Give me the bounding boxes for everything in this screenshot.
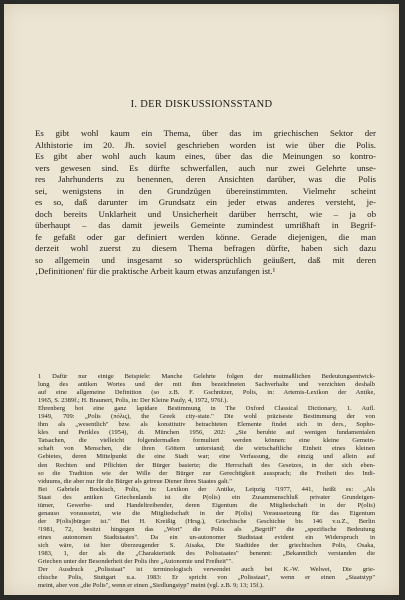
footnote-line: ihm als „wesentlich" bzw. als konstitutiv betrachteten Elemente findet sich in ders., Sopho- — [38, 421, 375, 429]
footnote-line: Tatsachen, die vielleicht folgendermaßen formuliert werden können: eine kleine Gemein- — [38, 437, 375, 445]
footnotes — [38, 373, 375, 590]
footnote-line: auf eine allgemeine Definition (so z.B. F. Gschnitzer, Polis, in: Artemis-Lexikon der Antike, — [38, 389, 375, 397]
footnote-line: kles und Perikles (1954), dt. München 1956, 202: „Sie beruhte auf wenigen fundamentalen — [38, 429, 375, 437]
footnote-line: Ehrenberg bot eine ganz lapidare Bestimmung in The Oxford Classical Dictionary, 1. Aufl. — [38, 405, 375, 413]
footnote-line: Gebietes, deren Mittelpunkt die eine Stadt war; eine Verfassung, die einzig und allein auf — [38, 453, 375, 461]
main-paragraph — [35, 128, 376, 278]
footnote-line: meint, aber von „die Polis", wenn er einen „Siedlungstyp" meint (vgl. z.B. 9; 13; 15f.). — [38, 582, 264, 590]
footnote-line: 1965, S. 2389f.; H. Braunert, Polis, in: Der Kleine Pauly, 4, 1972, 976f.). — [38, 397, 229, 405]
footnote-line: sich wäre, ist hier überzeugender S. Aisaka, Die Stadtidee der griechischen Polis, Osaka, — [38, 541, 375, 549]
footnote-line: tümer, Gewerbe- und Handeltreibender, deren Eigentum die Mitgliedschaft in der P(olis) — [38, 501, 375, 509]
footnote-line: 1949, 709: „Polis (πόλις), the Greek city-state." Die wohl präziseste Bestimmung der von — [38, 413, 375, 421]
footnote-line: 1983, 1, der als die „Charakteristik des Polisstaates" benennt: „Bekanntlich verstanden die — [38, 550, 375, 558]
paragraph-line: derzeit wohl zuerst zu diesem Thema befragen dürfte, haben sich dazu — [35, 243, 376, 253]
paragraph-line: fe gefaßt oder gar definiert werden könne. Gerade diejenigen, die man — [35, 231, 376, 242]
footnote-line: ²1981, 72, besitzt hingegen das „Wort" die Polis als „Begriff" die „spezifische Bedeutung — [38, 525, 375, 533]
footnote-line: Der Ausdruck „Polisstaat" ist terminologisch verwendet auch bei K.-W. Welwei, Die grie- — [38, 566, 375, 574]
paragraph-line: es so, daß darunter im Grundsatz ein jeder etwas anderes versteht, je- — [35, 197, 376, 207]
paragraph-line: überhaupt – das damit jeweils Gemeinte zumindest umrißhaft in Begrif- — [35, 220, 376, 230]
paragraph-line: res Jahrhunderts zu benennen, deren Ansichten darüber, was die Polis — [35, 174, 376, 184]
footnote-line: den Rechten und Pflichten der Bürger basierte; die Herrschaft des Gesetzes, in der sich eben- — [38, 461, 375, 469]
footnote-line: der P(olis)bürger ist." Bei H. Kreißig (Hrsg.), Griechische Geschichte bis 146 v.u.Z., Berlin — [38, 517, 375, 525]
book-page — [4, 4, 399, 595]
paragraph-line: Es gibt aber wohl auch kaum eines, über das die Meinungen so kontro- — [35, 151, 376, 161]
footnote-line: schaft von Menschen, die ihren Göttern unterstand; die wirtschaftliche Einheit eines kleinen — [38, 445, 375, 453]
paragraph-line: doch bereits Unklarheit und Unsicherheit darüber herrscht, wie – ja ob — [35, 208, 376, 219]
footnote-line: lung des antiken Wortes und der mit ihm bezeichneten Sachverhalte und verzichten deshalb — [38, 381, 375, 389]
chapter-heading: I. DER DISKUSSIONSSTAND — [130, 99, 273, 110]
footnote-line: chische Polis, Stuttgart u.a. 1983: Er spricht von „Polisstaat", wenn er einen „Staatstyp" — [38, 574, 375, 582]
footnote-line: so die Tradition wie der Wille der Bürger zur Gerechtigkeit aussprach; die Freiheit des Indi- — [38, 469, 375, 477]
footnote-line: Staat des antiken Griechenlands ist die P(olis) ein Zusammenschluß privater Grundeigen- — [38, 493, 375, 501]
footnote-line: 1 Dafür nur einige Beispiele: Manche Gelehrte folgen der mutmaßlichen Bedeutungsentwick- — [38, 373, 375, 380]
paragraph-line: ‚Definitionen' für die praktische Arbeit kaum etwas anzufangen ist.¹ — [35, 266, 276, 276]
footnote-line: Griechen unter der Besonderheit der Polis ihre „Autonomie und Freiheit"". — [38, 558, 233, 566]
paragraph-line: so allgemein und insgesamt so widersprüchlich geäußert, daß mit deren — [35, 254, 376, 265]
footnote-line: viduums, die aber nur für die Bürger als getreue Diener ihres Staates galt." — [38, 477, 232, 485]
paragraph-line: Es gibt wohl kaum ein Thema, über das im griechischen Sektor der — [35, 128, 376, 138]
paragraph-line: Althistorie im 20. Jh. soviel geschrieben worden ist wie über die Polis. — [35, 139, 376, 150]
paragraph-line: sei, wenigstens in den Grundzügen übereinstimmten. Vielmehr scheint — [35, 185, 376, 196]
footnote-line: genauso voraussetzt, wie die Mitgliedschaft in der P(olis) Voraussetzung für das Eigentum — [38, 509, 375, 517]
paragraph-line: vers gewesen sind. Es dürfte schwerfallen, auch nur zwei Gelehrte unse- — [35, 162, 376, 173]
footnote-line: eines autonomen Stadtstaates". Da ein un-autonomer Stadtstaat evident ein Widerspruch in — [38, 533, 375, 541]
footnote-line: Bei Gabriele Bockisch, Polis, in: Lexikon der Antike, Leipzig ²1977, 441, heißt es: „Als — [38, 485, 375, 493]
